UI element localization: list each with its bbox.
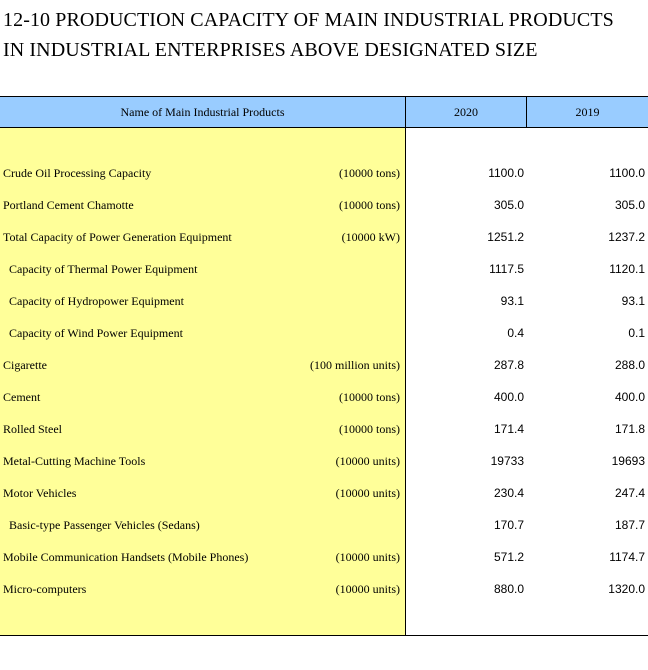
- product-name: Capacity of Wind Power Equipment: [9, 326, 183, 340]
- header-2019: 2019: [575, 105, 600, 119]
- value-2020: 171.4: [493, 422, 524, 436]
- table-row: [0, 413, 648, 445]
- table-row: [0, 573, 648, 605]
- product-unit: (10000 tons): [339, 166, 400, 180]
- product-name: Micro-computers: [3, 582, 87, 596]
- value-2020: 170.7: [493, 518, 524, 532]
- product-unit: (10000 kW): [341, 230, 400, 244]
- value-2020: 400.0: [493, 390, 524, 404]
- product-unit: (100 million units): [310, 358, 400, 372]
- product-unit: (10000 units): [335, 486, 400, 500]
- table-row: [0, 189, 648, 221]
- value-2020: 305.0: [493, 198, 524, 212]
- product-unit: (10000 units): [335, 454, 400, 468]
- table-row: [0, 445, 648, 477]
- table-row: [0, 541, 648, 573]
- value-2019: 247.4: [614, 486, 645, 500]
- value-2019: 1100.0: [609, 166, 645, 180]
- title-line-1: 12-10 PRODUCTION CAPACITY OF MAIN INDUSTRIAL PRODUCTS: [3, 9, 614, 31]
- product-unit: (10000 units): [335, 582, 400, 596]
- header-divider: [526, 97, 527, 127]
- product-name: Motor Vehicles: [3, 486, 77, 500]
- value-2019: 1120.1: [609, 262, 645, 276]
- title-line-2: IN INDUSTRIAL ENTERPRISES ABOVE DESIGNATED SIZE: [3, 39, 538, 61]
- product-name: Basic-type Passenger Vehicles (Sedans): [9, 518, 200, 532]
- value-2019: 187.7: [614, 518, 645, 532]
- value-2019: 1174.7: [609, 550, 645, 564]
- value-2020: 1100.0: [488, 166, 524, 180]
- product-unit: (10000 units): [335, 550, 400, 564]
- header-2020: 2020: [454, 105, 478, 119]
- product-unit: (10000 tons): [339, 422, 400, 436]
- value-2019: 305.0: [614, 198, 645, 212]
- value-2020: 571.2: [493, 550, 524, 564]
- table-row: [0, 477, 648, 509]
- product-name: Cigarette: [3, 358, 47, 372]
- product-name: Portland Cement Chamotte: [3, 198, 134, 212]
- product-name: Total Capacity of Power Generation Equipment: [3, 230, 232, 244]
- table-row: [0, 285, 648, 317]
- value-2019: 171.8: [614, 422, 645, 436]
- value-2020: 19733: [490, 454, 524, 468]
- product-unit: (10000 tons): [339, 198, 400, 212]
- product-name: Capacity of Thermal Power Equipment: [9, 262, 198, 276]
- value-2019: 1237.2: [608, 230, 645, 244]
- product-name: Mobile Communication Handsets (Mobile Phones): [3, 550, 249, 564]
- value-2019: 400.0: [614, 390, 645, 404]
- product-name: Cement: [3, 390, 41, 404]
- product-name: Crude Oil Processing Capacity: [3, 166, 152, 180]
- value-2019: 1320.0: [608, 582, 645, 596]
- header-name: Name of Main Industrial Products: [120, 105, 285, 119]
- table-bottom-rule: [0, 635, 648, 636]
- value-2020: 880.0: [493, 582, 524, 596]
- table-row: [0, 317, 648, 349]
- product-name: Metal-Cutting Machine Tools: [3, 454, 146, 468]
- value-2019: 288.0: [614, 358, 645, 372]
- table-row: [0, 509, 648, 541]
- table-row: [0, 381, 648, 413]
- product-name: Rolled Steel: [3, 422, 62, 436]
- table-row: [0, 349, 648, 381]
- value-2019: 19693: [611, 454, 645, 468]
- page-title: [3, 5, 614, 65]
- value-2020: 93.1: [500, 294, 524, 308]
- table-row: [0, 253, 648, 285]
- value-2020: 1117.5: [489, 262, 524, 276]
- product-name: Capacity of Hydropower Equipment: [9, 294, 184, 308]
- value-2019: 0.1: [628, 326, 645, 340]
- value-2020: 287.8: [493, 358, 524, 372]
- table-header: [0, 96, 648, 128]
- value-2020: 0.4: [507, 326, 524, 340]
- value-2020: 230.4: [493, 486, 524, 500]
- table-row: [0, 221, 648, 253]
- table-row: [0, 157, 648, 189]
- value-2019: 93.1: [621, 294, 645, 308]
- value-2020: 1251.2: [487, 230, 524, 244]
- product-unit: (10000 tons): [339, 390, 400, 404]
